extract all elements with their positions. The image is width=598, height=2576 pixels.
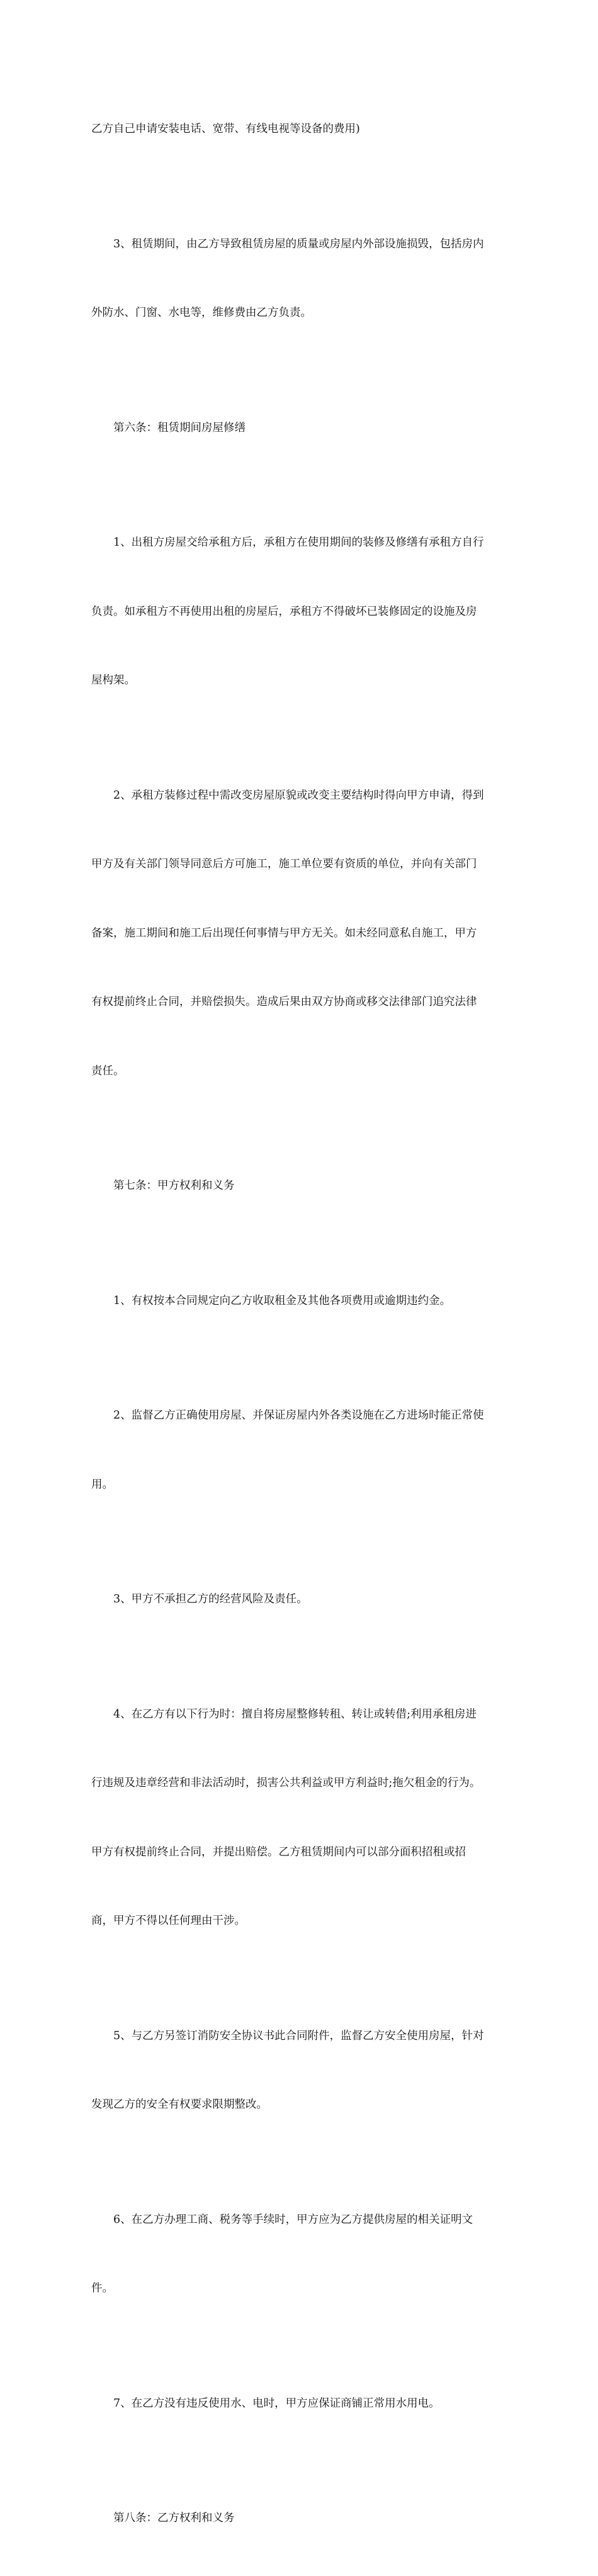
text-line: 第八条：乙方权利和义务	[91, 2512, 235, 2524]
text-line: 发现乙方的安全有权要求限期整改。	[91, 2098, 268, 2111]
section-heading-article-7	[91, 1128, 513, 1244]
text-line: 4、在乙方有以下行为时：擅自将房屋整修转租、转让或转借;利用承租房进	[91, 1707, 477, 1721]
section-heading-article-6	[91, 371, 513, 486]
text-line: 1、有权按本合同规定向乙方收取租金及其他各项费用或逾期违约金。	[91, 1294, 451, 1307]
paragraph-collect-rent	[91, 1244, 513, 1359]
paragraph-provide-documents	[91, 2163, 513, 2346]
text-line: 7、在乙方没有违反使用水、电时，甲方应保证商铺正常用水用电。	[91, 2397, 440, 2410]
text-line: 外防水、门窗、水电等，维修费由乙方负责。	[91, 307, 312, 319]
text-line: 第六条：租赁期间房屋修缮	[91, 421, 245, 434]
text-line: 备案，施工期间和施工后出现任何事情与甲方无关。如未经同意私自施工，甲方	[91, 926, 477, 940]
text-line: 3、租赁期间，由乙方导致租赁房屋的质量或房屋内外部设施损毁，包括房内	[91, 237, 484, 250]
paragraph-termination-rights	[91, 1657, 513, 1979]
document-body	[91, 72, 513, 2576]
paragraph-damage-repair	[91, 187, 513, 371]
paragraph-no-business-risk	[91, 1542, 513, 1657]
text-line: 1、出租方房屋交给承租方后，承租方在使用期间的装修及修缮有承租方自行	[91, 536, 484, 549]
text-line: 2、监督乙方正确使用房屋、并保证房屋内外各类设施在乙方进场时能正常使	[91, 1409, 484, 1422]
text-line: 负责。如承租方不再使用出租的房屋后，承租方不得破坏已装修固定的设施及房	[91, 605, 477, 618]
text-line: 乙方自己申请安装电话、宽带、有线电视等设备的费用)	[91, 123, 360, 135]
text-line: 甲方及有关部门领导同意后方可施工，施工单位要有资质的单位，并向有关部门	[91, 858, 477, 870]
text-line: 6、在乙方办理工商、税务等手续时，甲方应为乙方提供房屋的相关证明文	[91, 2213, 473, 2226]
section-heading-article-8	[91, 2461, 513, 2576]
paragraph-fee-note	[91, 72, 513, 187]
text-line: 件。	[91, 2282, 113, 2295]
text-line: 行违规及违章经营和非法活动时，损害公共利益或甲方利益时;拖欠租金的行为。	[91, 1777, 481, 1789]
text-line: 5、与乙方另签订消防安全协议书此合同附件，监督乙方安全使用房屋，针对	[91, 2029, 484, 2042]
text-line: 责任。	[91, 1064, 125, 1077]
paragraph-supervise-usage	[91, 1358, 513, 1542]
paragraph-renovation-responsibility	[91, 485, 513, 738]
paragraph-utilities	[91, 2346, 513, 2461]
text-line: 3、甲方不承担乙方的经营风险及责任。	[91, 1593, 308, 1606]
text-line: 有权提前终止合同，并赔偿损失。造成后果由双方协商或移交法律部门追究法律	[91, 996, 477, 1008]
text-line: 第七条：甲方权利和义务	[91, 1179, 235, 1192]
paragraph-fire-safety	[91, 1979, 513, 2163]
text-line: 2、承租方装修过程中需改变房屋原貌或改变主要结构时得向甲方申请，得到	[91, 789, 484, 802]
text-line: 甲方有权提前终止合同，并提出赔偿。乙方租赁期间内可以部分面积招租或招	[91, 1845, 466, 1859]
text-line: 商，甲方不得以任何理由干涉。	[91, 1915, 245, 1927]
paragraph-structural-changes	[91, 738, 513, 1129]
text-line: 屋构架。	[91, 674, 135, 687]
text-line: 用。	[91, 1478, 113, 1491]
